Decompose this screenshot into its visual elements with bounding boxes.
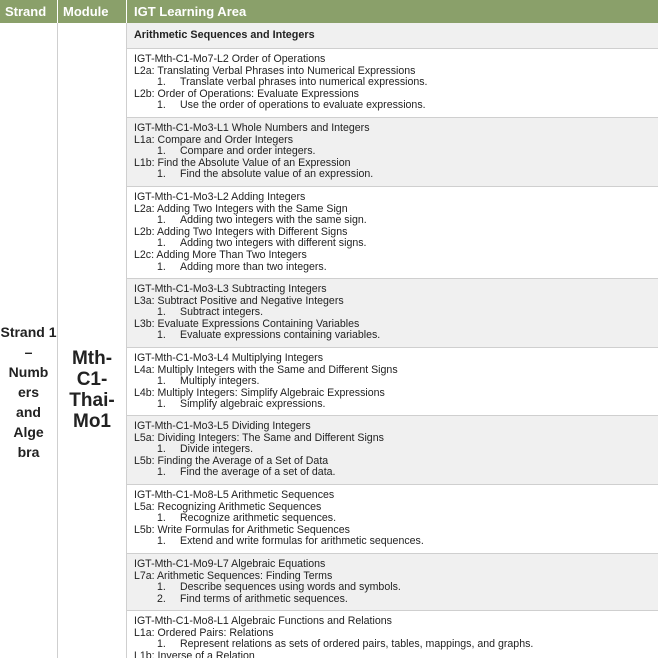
strand-line: Numb ers	[8, 364, 49, 400]
objective-text: Recognize arithmetic sequences.	[180, 512, 337, 525]
lesson-block	[127, 49, 658, 118]
sub-lesson-title: L2a: Translating Verbal Phrases into Numerical Expressions	[134, 64, 416, 77]
objective-item	[134, 467, 658, 479]
lesson-title: IGT-Mth-C1-Mo3-L4 Multiplying Integers	[134, 352, 323, 364]
lesson-block	[127, 611, 658, 658]
lesson-title: IGT-Mth-C1-Mo7-L2 Order of Operations	[134, 53, 326, 65]
objective-number: 1.	[157, 443, 166, 456]
lesson-block	[127, 554, 658, 611]
lesson-title: IGT-Mth-C1-Mo3-L1 Whole Numbers and Integers	[134, 122, 370, 134]
objective-number: 1.	[157, 76, 166, 89]
sub-lesson-title: L3b: Evaluate Expressions Containing Variables	[134, 317, 360, 330]
objective-text: Evaluate expressions containing variables.	[180, 329, 381, 342]
objective-item	[134, 100, 658, 112]
objective-number: 1.	[157, 581, 166, 594]
objective-text: Describe sequences using words and symbols.	[180, 581, 401, 594]
sub-lesson-title: L4b: Multiply Integers: Simplify Algebraic Expressions	[134, 386, 385, 399]
objective-number: 1.	[157, 512, 166, 525]
lesson-block	[127, 416, 658, 485]
objective-text: Simplify algebraic expressions.	[180, 398, 326, 411]
sub-lesson-title: L5a: Dividing Integers: The Same and Different Signs	[134, 431, 384, 444]
objective-item	[134, 536, 658, 548]
sub-lesson-title: L2a: Adding Two Integers with the Same Sign	[134, 202, 348, 215]
header-strand: Strand	[5, 4, 47, 19]
module-line: Mo1	[73, 411, 111, 432]
lesson-title: IGT-Mth-C1-Mo3-L3 Subtracting Integers	[134, 283, 327, 295]
module-line: Thai-	[69, 390, 115, 411]
objective-number: 1.	[157, 535, 166, 548]
strand-line: –	[24, 344, 33, 360]
objective-number: 1.	[157, 145, 166, 158]
strand-label	[0, 322, 57, 462]
objective-text: Adding more than two integers.	[180, 260, 327, 273]
lesson-block	[127, 348, 658, 416]
objective-item	[134, 594, 658, 606]
objective-item	[134, 330, 658, 342]
objective-number: 1.	[157, 260, 166, 273]
header-divider	[57, 0, 58, 23]
section-title: Arithmetic Sequences and Integers	[127, 23, 658, 49]
lesson-block	[127, 187, 658, 279]
objective-number: 1.	[157, 237, 166, 250]
module-line: Mth-	[71, 348, 113, 369]
sub-lesson-title: L7a: Arithmetic Sequences: Finding Terms	[134, 569, 333, 582]
objective-text: Find terms of arithmetic sequences.	[180, 592, 348, 605]
objective-text: Adding two integers with different signs.	[180, 237, 367, 250]
sub-lesson-title: L2b: Order of Operations: Evaluate Expressions	[134, 87, 359, 100]
objective-item	[134, 262, 658, 274]
sub-lesson-title: L2b: Adding Two Integers with Different Signs	[134, 225, 348, 238]
lesson-title: IGT-Mth-C1-Mo8-L1 Algebraic Functions and Relations	[134, 615, 392, 627]
lesson-title: IGT-Mth-C1-Mo9-L7 Algebraic Equations	[134, 558, 326, 570]
objective-number: 1.	[157, 329, 166, 342]
sub-lesson-title: L1a: Ordered Pairs: Relations	[134, 626, 274, 639]
sub-lesson-title: L1b: Inverse of a Relation	[134, 649, 255, 658]
objective-text: Find the average of a set of data.	[180, 466, 336, 479]
lesson-title: IGT-Mth-C1-Mo8-L5 Arithmetic Sequences	[134, 489, 335, 501]
strand-line: Alge bra	[13, 424, 44, 460]
objective-number: 1.	[157, 214, 166, 227]
objective-number: 1.	[157, 398, 166, 411]
objective-text: Extend and write formulas for arithmetic sequences.	[180, 535, 424, 548]
objective-text: Compare and order integers.	[180, 145, 316, 158]
lesson-block	[127, 118, 658, 187]
sub-lesson-title: L5b: Finding the Average of a Set of Data	[134, 454, 329, 467]
objective-number: 2.	[157, 592, 166, 605]
objective-text: Use the order of operations to evaluate expressions.	[180, 99, 426, 112]
objective-text: Represent relations as sets of ordered pairs, tables, mappings, and graphs.	[180, 638, 534, 651]
header-module: Module	[63, 4, 109, 19]
objective-number: 1.	[157, 306, 166, 319]
lesson-block	[127, 485, 658, 554]
objective-number: 1.	[157, 466, 166, 479]
sub-lesson-title: L1a: Compare and Order Integers	[134, 133, 293, 146]
objective-text: Subtract integers.	[180, 306, 264, 319]
strand-line: and	[16, 404, 41, 420]
lesson-title: IGT-Mth-C1-Mo3-L2 Adding Integers	[134, 191, 306, 203]
table-header	[0, 0, 658, 23]
objective-text: Multiply integers.	[180, 375, 260, 388]
module-cell	[58, 23, 127, 658]
sub-lesson-title: L4a: Multiply Integers with the Same and Different Signs	[134, 363, 398, 376]
sub-lesson-title: L2c: Adding More Than Two Integers	[134, 248, 307, 261]
lesson-block	[127, 279, 658, 348]
strand-cell	[0, 23, 58, 658]
objective-text: Find the absolute value of an expression.	[180, 168, 374, 181]
strand-line: Strand 1	[0, 324, 57, 340]
objective-text: Divide integers.	[180, 443, 254, 456]
objective-number: 1.	[157, 168, 166, 181]
header-divider	[126, 0, 127, 23]
lesson-title: IGT-Mth-C1-Mo3-L5 Dividing Integers	[134, 420, 311, 432]
learning-area-column	[127, 23, 658, 658]
module-line: C1-	[76, 369, 108, 390]
objective-number: 1.	[157, 99, 166, 112]
objective-text: Adding two integers with the same sign.	[180, 214, 367, 227]
sub-lesson-title: L1b: Find the Absolute Value of an Expression	[134, 156, 351, 169]
objective-number: 1.	[157, 638, 166, 651]
sub-lesson-title: L3a: Subtract Positive and Negative Integers	[134, 294, 344, 307]
header-learning-area: IGT Learning Area	[134, 4, 247, 19]
sub-lesson-title: L5a: Recognizing Arithmetic Sequences	[134, 500, 322, 513]
objective-number: 1.	[157, 375, 166, 388]
objective-item	[134, 399, 658, 411]
objective-item	[134, 169, 658, 181]
objective-text: Translate verbal phrases into numerical expressions.	[180, 76, 428, 89]
sub-lesson-title: L5b: Write Formulas for Arithmetic Sequences	[134, 523, 350, 536]
module-label	[58, 348, 126, 432]
